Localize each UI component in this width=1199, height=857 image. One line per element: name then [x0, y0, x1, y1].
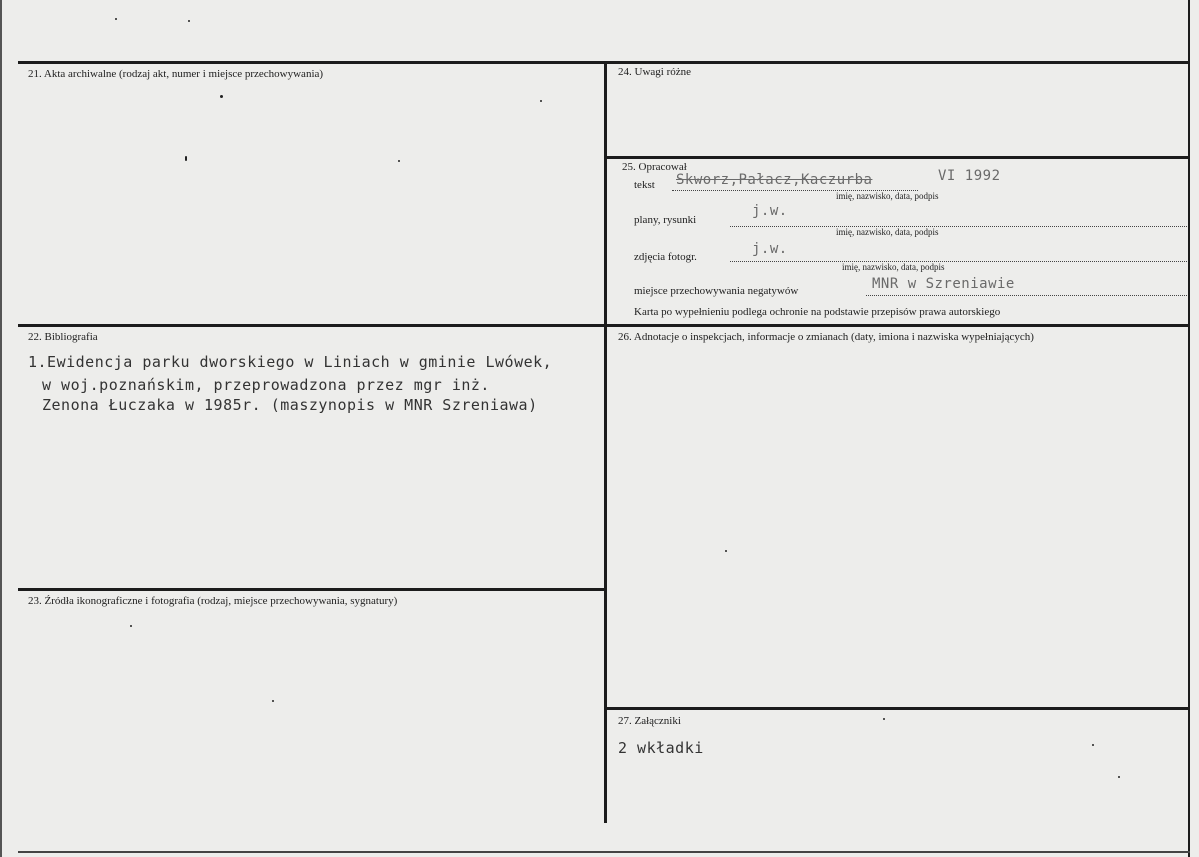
negatywy-value: MNR w Szreniawie: [872, 276, 1015, 292]
scan-speck: [540, 100, 542, 102]
plany-label: plany, rysunki: [634, 214, 697, 226]
scan-speck: [272, 700, 274, 702]
section-27-label: 27. Załączniki: [618, 715, 681, 727]
rule-26-27: [606, 707, 1190, 710]
bibliography-line-2: w woj.poznańskim, przeprowadzona przez mgr inż.: [42, 376, 490, 394]
section-25-label: 25. Opracował: [622, 161, 687, 173]
scan-speck: [220, 95, 223, 98]
plany-line: [730, 226, 1187, 227]
section-23-label: 23. Źródła ikonograficzne i fotografia (rodzaj, miejsce przechowywania, sygnatury): [28, 595, 398, 607]
negatywy-label: miejsce przechowywania negatywów: [634, 285, 799, 297]
scan-speck: [883, 718, 885, 720]
bibliography-line-1: 1.Ewidencja parku dworskiego w Liniach w gminie Lwówek,: [28, 353, 553, 371]
left-rule: [0, 0, 2, 857]
section-21-label: 21. Akta archiwalne (rodzaj akt, numer i miejsce przechowywania): [28, 68, 324, 80]
rule-25-26: [606, 324, 1190, 327]
section-22-label: 22. Bibliografia: [28, 331, 98, 343]
right-rule: [1188, 0, 1190, 857]
scan-speck: [185, 156, 187, 161]
copyright-note: Karta po wypełnieniu podlega ochronie na podstawie przepisów prawa autorskiego: [634, 306, 1001, 318]
bibliography-line-3: Zenona Łuczaka w 1985r. (maszynopis w MNR Szreniawa): [42, 396, 538, 414]
scan-speck: [725, 550, 727, 552]
tekst-value: Skworz,Pałacz,Kaczurba: [676, 172, 873, 188]
scan-speck: [1092, 744, 1094, 746]
scan-speck: [398, 160, 400, 162]
zdjecia-label: zdjęcia fotogr.: [634, 251, 697, 263]
tekst-caption: imię, nazwisko, data, podpis: [836, 191, 939, 201]
scan-speck: [1118, 776, 1120, 778]
attachments-value: 2 wkładki: [618, 739, 704, 757]
plany-caption: imię, nazwisko, data, podpis: [836, 227, 939, 237]
scan-speck: [115, 18, 117, 20]
scan-speck: [130, 625, 132, 627]
plany-value: j.w.: [752, 203, 788, 219]
scan-speck: [188, 20, 190, 22]
zdjecia-caption: imię, nazwisko, data, podpis: [842, 262, 945, 272]
zdjecia-value: j.w.: [752, 241, 788, 257]
rule-21-22: [18, 324, 606, 327]
section-26-label: 26. Adnotacje o inspekcjach, informacje o zmianach (daty, imiona i nazwiska wypełniających): [618, 331, 1034, 343]
rule-22-23: [18, 588, 606, 591]
section-24-label: 24. Uwagi różne: [618, 66, 692, 78]
tekst-label: tekst: [634, 179, 655, 191]
zdjecia-line: [730, 261, 1187, 262]
negatywy-line: [866, 295, 1187, 296]
bottom-rule: [18, 851, 1190, 853]
tekst-date: VI 1992: [938, 168, 1001, 184]
rule-24-25: [606, 156, 1190, 159]
